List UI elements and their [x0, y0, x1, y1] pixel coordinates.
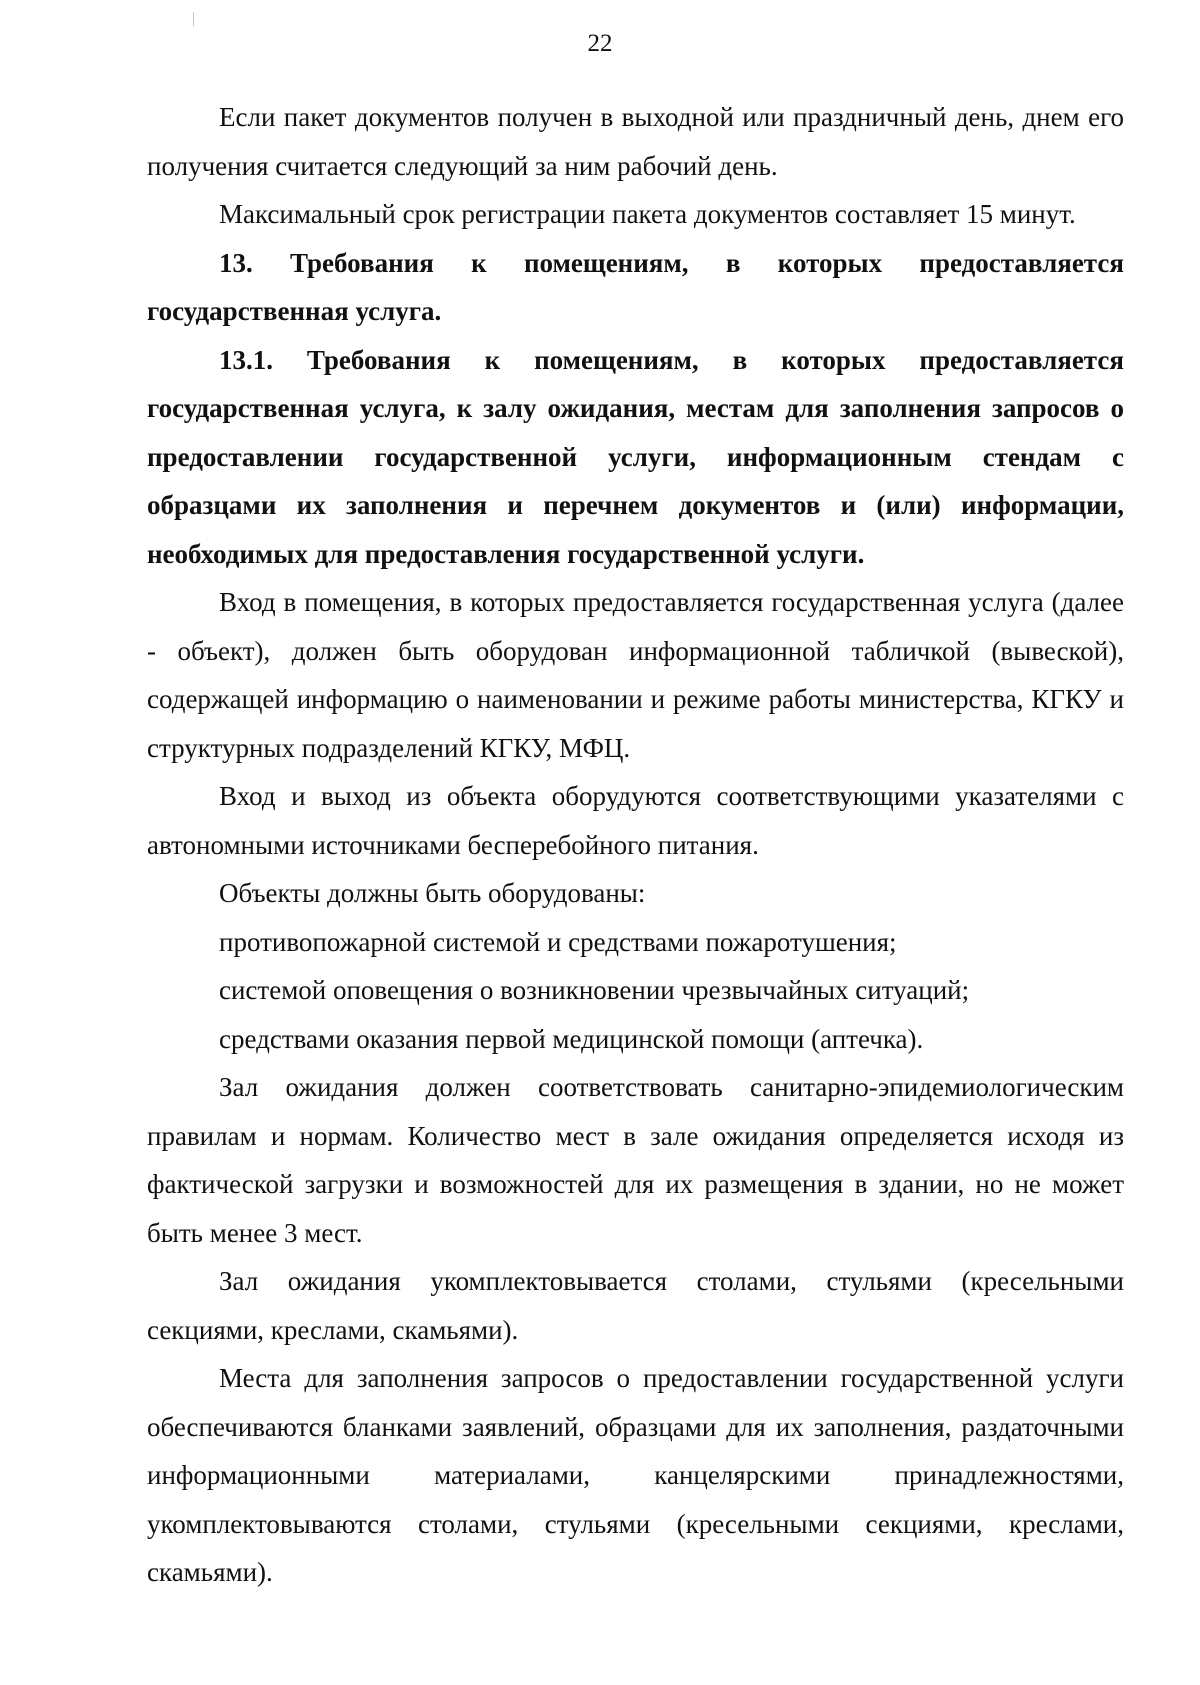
- paragraph-registration-term: Максимальный срок регистрации пакета документов составляет 15 минут.: [219, 199, 1076, 229]
- paragraph-entrance-exit: Вход и выход из объекта оборудуются соответствующими указателями с автономными источниками бесперебойного питания.: [147, 781, 1124, 860]
- list-item-first-aid: средствами оказания первой медицинской помощи (аптечка).: [219, 1023, 924, 1054]
- paragraph-waiting-hall-furniture: Зал ожидания укомплектовывается столами, стульями (кресельными секциями, креслами, скамьями).: [147, 1266, 1124, 1345]
- paragraph-waiting-hall-norms: Зал ожидания должен соответствовать санитарно-эпидемиологическим правилам и нормам. Количество мест в зале ожидания определяется исходя из фактической загрузки и возможностей для их размещения в здании, но не может быть менее 3 мест.: [147, 1072, 1124, 1248]
- list-item-emergency-alert: системой оповещения о возникновении чрезвычайных ситуаций;: [219, 975, 970, 1005]
- section-heading-13: 13. Требования к помещениям, в которых предоставляется государственная услуга.: [147, 247, 1124, 326]
- paragraph-weekend-receipt: Если пакет документов получен в выходной или праздничный день, днем его получения считается следующий за ним рабочий день.: [147, 102, 1124, 181]
- paragraph-equipment-intro: Объекты должны быть оборудованы:: [219, 878, 646, 908]
- paragraph-entrance-sign: Вход в помещения, в которых предоставляется государственная услуга (далее - объект), должен быть оборудован информационной табличкой (вывеской), содержащей информацию о наименовании и режиме работы министерства, КГКУ и структурных подразделений КГКУ, МФЦ.: [147, 587, 1124, 763]
- scan-artifact: [193, 12, 194, 26]
- document-body: [147, 93, 1124, 1597]
- list-item-fire-system: противопожарной системой и средствами пожаротушения;: [219, 926, 897, 957]
- section-heading-13-1: 13.1. Требования к помещениям, в которых предоставляется государственная услуга, к залу ожидания, местам для заполнения запросов о предоставлении государственной услуги, информационным стендам с образцами их заполнения и перечнем документов и (или) информации, необходимых для предоставления государственной услуги.: [147, 344, 1124, 569]
- paragraph-request-places: Места для заполнения запросов о предоставлении государственной услуги обеспечиваются бланками заявлений, образцами для их заполнения, раздаточными информационными материалами, канцелярскими принадлежностями, укомплектовываются столами, стульями (кресельными секциями, креслами, скамьями).: [147, 1363, 1124, 1587]
- page-number: 22: [587, 30, 613, 57]
